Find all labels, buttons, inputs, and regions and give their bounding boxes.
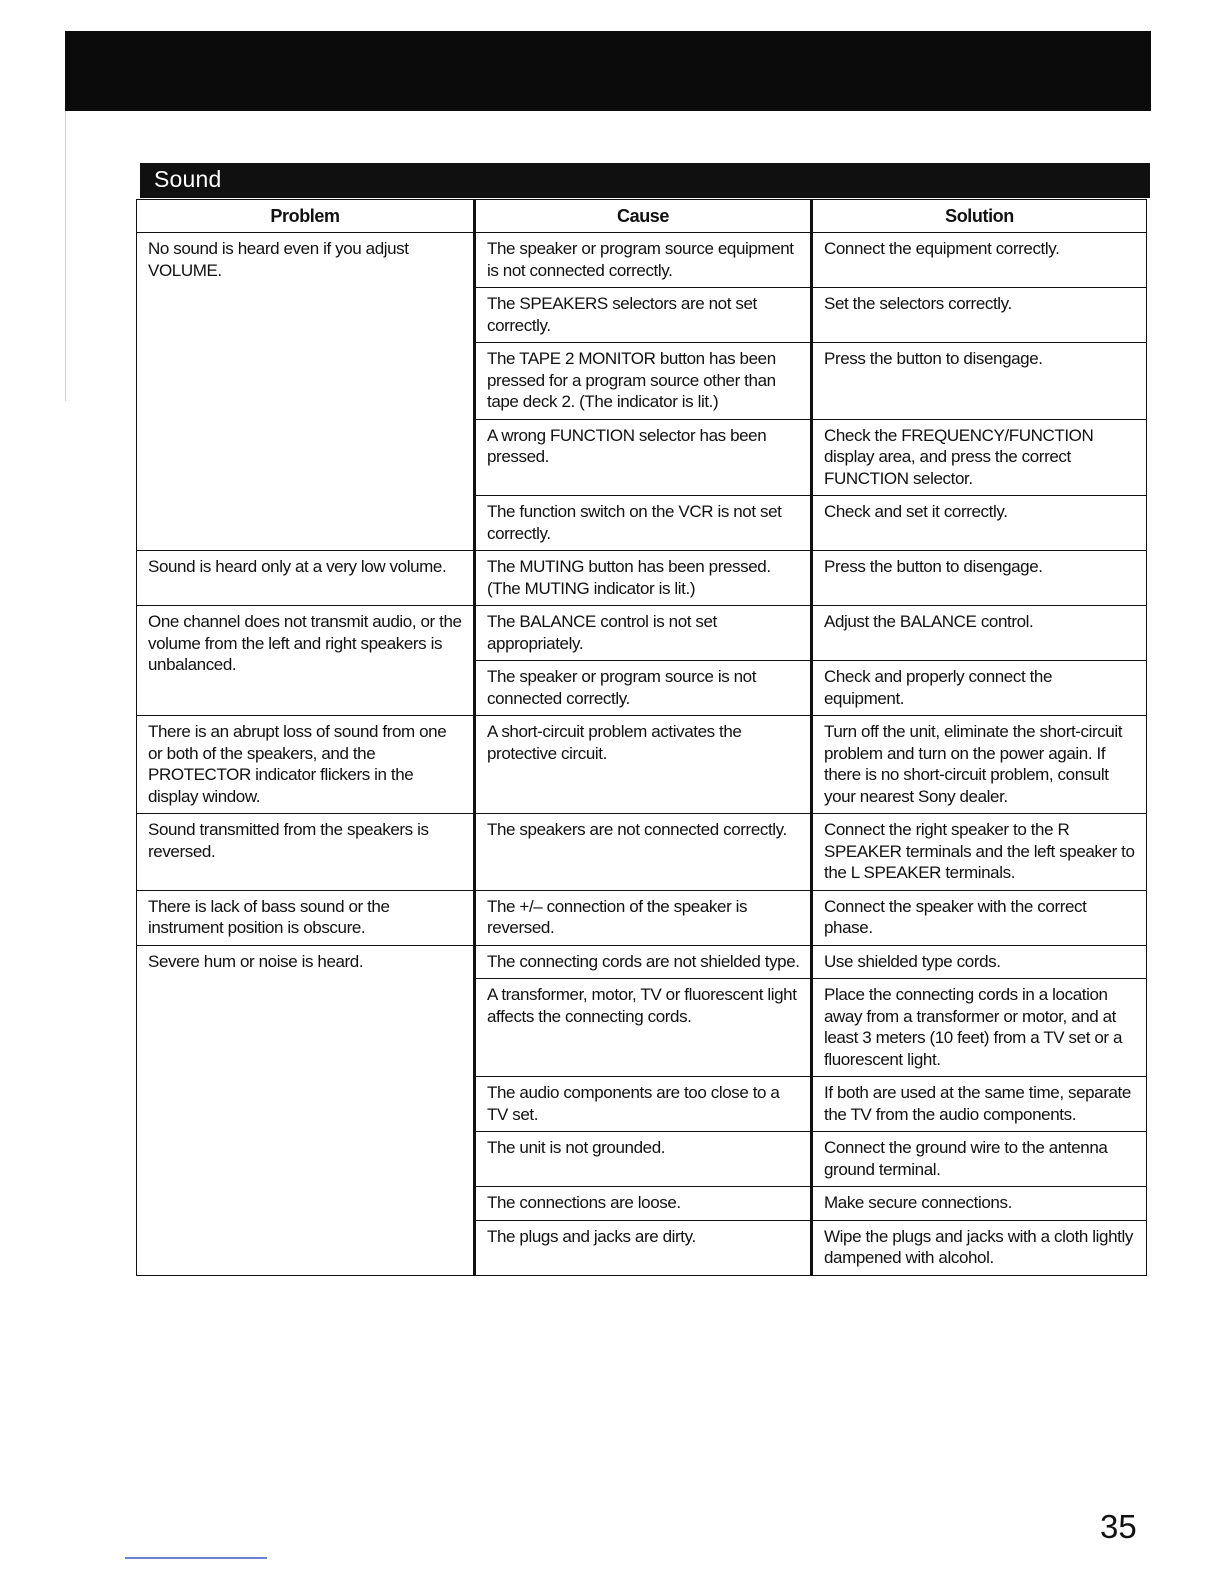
- solution-cell: Connect the right speaker to the R SPEAKER terminals and the left speaker to the L SPEAKER terminals.: [812, 814, 1147, 891]
- cause-cell: The BALANCE control is not set appropriately.: [475, 606, 812, 661]
- footer-rule: [125, 1557, 267, 1559]
- cause-cell: A transformer, motor, TV or fluorescent light affects the connecting cords.: [475, 979, 812, 1077]
- cause-header: Cause: [475, 200, 812, 233]
- solution-cell: If both are used at the same time, separate the TV from the audio components.: [812, 1077, 1147, 1132]
- table-row: [137, 814, 1147, 891]
- solution-cell: Place the connecting cords in a location away from a transformer or motor, and at least 3 meters (10 feet) from a TV set or a fluorescent light.: [812, 979, 1147, 1077]
- troubleshooting-table-container: [136, 199, 1146, 1276]
- table-row: [137, 890, 1147, 945]
- solution-cell: Press the button to disengage.: [812, 551, 1147, 606]
- solution-cell: Connect the speaker with the correct phase.: [812, 890, 1147, 945]
- problem-cell: Sound transmitted from the speakers is reversed.: [137, 814, 475, 891]
- cause-cell: The connections are loose.: [475, 1187, 812, 1221]
- solution-header: Solution: [812, 200, 1147, 233]
- solution-cell: Make secure connections.: [812, 1187, 1147, 1221]
- cause-cell: The speakers are not connected correctly.: [475, 814, 812, 891]
- cause-cell: The speaker or program source is not connected correctly.: [475, 661, 812, 716]
- cause-cell: The audio components are too close to a TV set.: [475, 1077, 812, 1132]
- table-row: [137, 716, 1147, 814]
- section-header: [140, 163, 1150, 198]
- problem-cell: One channel does not transmit audio, or the volume from the left and right speakers is unbalanced.: [137, 606, 475, 716]
- section-title: Sound: [154, 166, 222, 192]
- problem-cell: There is lack of bass sound or the instrument position is obscure.: [137, 890, 475, 945]
- cause-cell: The SPEAKERS selectors are not set correctly.: [475, 288, 812, 343]
- problem-cell: Severe hum or noise is heard.: [137, 945, 475, 1275]
- table-row: [137, 551, 1147, 606]
- problem-cell: No sound is heard even if you adjust VOLUME.: [137, 233, 475, 551]
- cause-cell: The connecting cords are not shielded type.: [475, 945, 812, 979]
- table-row: [137, 606, 1147, 661]
- cause-cell: A wrong FUNCTION selector has been pressed.: [475, 419, 812, 496]
- problem-header: Problem: [137, 200, 475, 233]
- top-banner: [65, 31, 1151, 111]
- table-row: [137, 233, 1147, 288]
- solution-cell: Check the FREQUENCY/FUNCTION display area, and press the correct FUNCTION selector.: [812, 419, 1147, 496]
- solution-cell: Connect the equipment correctly.: [812, 233, 1147, 288]
- solution-cell: Use shielded type cords.: [812, 945, 1147, 979]
- cause-cell: The function switch on the VCR is not set correctly.: [475, 496, 812, 551]
- solution-cell: Set the selectors correctly.: [812, 288, 1147, 343]
- problem-cell: There is an abrupt loss of sound from one or both of the speakers, and the PROTECTOR indicator flickers in the display window.: [137, 716, 475, 814]
- solution-cell: Connect the ground wire to the antenna ground terminal.: [812, 1132, 1147, 1187]
- table-header-row: [137, 200, 1147, 233]
- problem-cell: Sound is heard only at a very low volume.: [137, 551, 475, 606]
- solution-cell: Turn off the unit, eliminate the short-circuit problem and turn on the power again. If there is no short-circuit problem, consult your nearest Sony dealer.: [812, 716, 1147, 814]
- cause-cell: The plugs and jacks are dirty.: [475, 1220, 812, 1275]
- solution-cell: Press the button to disengage.: [812, 343, 1147, 420]
- troubleshooting-table: [136, 199, 1147, 1276]
- cause-cell: The +/– connection of the speaker is reversed.: [475, 890, 812, 945]
- cause-cell: The speaker or program source equipment is not connected correctly.: [475, 233, 812, 288]
- cause-cell: The unit is not grounded.: [475, 1132, 812, 1187]
- solution-cell: Wipe the plugs and jacks with a cloth lightly dampened with alcohol.: [812, 1220, 1147, 1275]
- solution-cell: Check and properly connect the equipment.: [812, 661, 1147, 716]
- cause-cell: A short-circuit problem activates the protective circuit.: [475, 716, 812, 814]
- page-number: 35: [1100, 1508, 1137, 1545]
- table-row: [137, 945, 1147, 979]
- cause-cell: The TAPE 2 MONITOR button has been pressed for a program source other than tape deck 2. (The indicator is lit.): [475, 343, 812, 420]
- cause-cell: The MUTING button has been pressed. (The MUTING indicator is lit.): [475, 551, 812, 606]
- solution-cell: Adjust the BALANCE control.: [812, 606, 1147, 661]
- margin-line: [65, 111, 66, 401]
- solution-cell: Check and set it correctly.: [812, 496, 1147, 551]
- table-body: [137, 233, 1147, 1276]
